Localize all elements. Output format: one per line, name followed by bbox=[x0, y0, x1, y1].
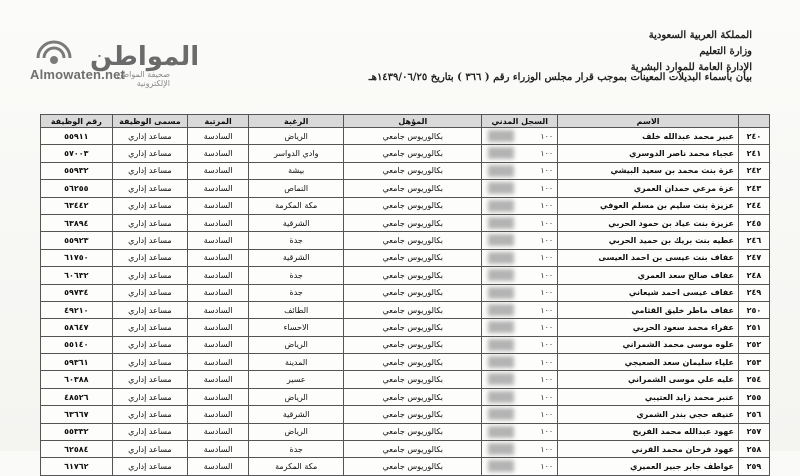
grade-cell: السادسة bbox=[188, 319, 249, 336]
civil-record-cell: ١٠٠ bbox=[482, 197, 558, 214]
table-row bbox=[41, 441, 770, 458]
grade-cell: السادسة bbox=[188, 267, 249, 284]
redaction-blur bbox=[488, 165, 514, 177]
table-row bbox=[41, 336, 770, 353]
row-number-cell: ٢٥٥ bbox=[738, 388, 769, 405]
redaction-blur bbox=[488, 200, 514, 212]
preference-cell: الشرقية bbox=[249, 406, 344, 423]
table-row bbox=[41, 319, 770, 336]
civil-record-cell: ١٠٠ bbox=[482, 145, 558, 162]
job-number-cell: ٤٩٢١٠ bbox=[41, 301, 113, 318]
job-number-cell: ٦٣٨٩٤ bbox=[41, 214, 113, 231]
redaction-blur bbox=[488, 443, 514, 455]
grade-cell: السادسة bbox=[188, 301, 249, 318]
qualification-cell: بكالوريوس جامعي bbox=[344, 458, 482, 475]
job-title-cell: مساعد إداري bbox=[112, 301, 187, 318]
table-row bbox=[41, 423, 770, 440]
row-number-cell: ٢٤٤ bbox=[738, 197, 769, 214]
preference-cell: الرياض bbox=[249, 128, 344, 145]
row-number-cell: ٢٥٣ bbox=[738, 354, 769, 371]
preference-cell: مكة المكرمة bbox=[249, 458, 344, 475]
preference-cell: الشرقية bbox=[249, 214, 344, 231]
grade-cell: السادسة bbox=[188, 197, 249, 214]
job-title-cell: مساعد إداري bbox=[112, 319, 187, 336]
job-title-cell: مساعد إداري bbox=[112, 267, 187, 284]
preference-cell: عسير bbox=[249, 371, 344, 388]
table-row bbox=[41, 388, 770, 405]
civil-record-cell: ١٠٠ bbox=[482, 319, 558, 336]
employee-name-cell: عزيزة بنت سليم بن مسلم العوفي bbox=[558, 197, 739, 214]
qualification-cell: بكالوريوس جامعي bbox=[344, 388, 482, 405]
table-row bbox=[41, 128, 770, 145]
qualification-cell: بكالوريوس جامعي bbox=[344, 406, 482, 423]
employee-name-cell: عفاف بنت عيسى بن احمد العيسى bbox=[558, 249, 739, 266]
row-number-cell: ٢٤٢ bbox=[738, 162, 769, 179]
redaction-blur bbox=[488, 356, 514, 368]
job-number-cell: ٥٥١٤٠ bbox=[41, 336, 113, 353]
preference-cell: الاحساء bbox=[249, 319, 344, 336]
employee-name-cell: عفاف عيسى احمد شيعاني bbox=[558, 284, 739, 301]
civil-record-cell: ١٠٠ bbox=[482, 214, 558, 231]
job-number-cell: ٥٨٦٤٧ bbox=[41, 319, 113, 336]
header-num bbox=[738, 115, 769, 128]
grade-cell: السادسة bbox=[188, 371, 249, 388]
job-title-cell: مساعد إداري bbox=[112, 406, 187, 423]
table-row bbox=[41, 232, 770, 249]
job-title-cell: مساعد إداري bbox=[112, 180, 187, 197]
civil-record-cell: ١٠٠ bbox=[482, 301, 558, 318]
grade-cell: السادسة bbox=[188, 336, 249, 353]
job-title-cell: مساعد إداري bbox=[112, 388, 187, 405]
table-row bbox=[41, 284, 770, 301]
grade-cell: السادسة bbox=[188, 232, 249, 249]
preference-cell: جدة bbox=[249, 267, 344, 284]
job-title-cell: مساعد إداري bbox=[112, 214, 187, 231]
grade-cell: السادسة bbox=[188, 423, 249, 440]
table-row bbox=[41, 145, 770, 162]
row-number-cell: ٢٤٣ bbox=[738, 180, 769, 197]
redaction-blur bbox=[488, 269, 514, 281]
row-number-cell: ٢٥٨ bbox=[738, 441, 769, 458]
grade-cell: السادسة bbox=[188, 214, 249, 231]
job-number-cell: ٥٧٠٠٣ bbox=[41, 145, 113, 162]
table-row bbox=[41, 162, 770, 179]
grade-cell: السادسة bbox=[188, 284, 249, 301]
job-number-cell: ٦٠٦٣٢ bbox=[41, 267, 113, 284]
qualification-cell: بكالوريوس جامعي bbox=[344, 423, 482, 440]
table-header-row bbox=[41, 115, 770, 128]
civil-record-cell: ١٠٠ bbox=[482, 180, 558, 197]
row-number-cell: ٢٤١ bbox=[738, 145, 769, 162]
redaction-blur bbox=[488, 391, 514, 403]
civil-record-cell: ١٠٠ bbox=[482, 249, 558, 266]
civil-record-cell: ١٠٠ bbox=[482, 441, 558, 458]
civil-record-cell: ١٠٠ bbox=[482, 406, 558, 423]
appointees-table bbox=[40, 114, 770, 476]
employee-name-cell: عهود فرحان محمد القرني bbox=[558, 441, 739, 458]
job-number-cell: ٦١٧٦٢ bbox=[41, 458, 113, 475]
qualification-cell: بكالوريوس جامعي bbox=[344, 301, 482, 318]
job-title-cell: مساعد إداري bbox=[112, 249, 187, 266]
table-row bbox=[41, 371, 770, 388]
redaction-blur bbox=[488, 408, 514, 420]
logo-text: المواطن bbox=[90, 42, 200, 72]
header-qualification: المؤهل bbox=[344, 115, 482, 128]
table-row bbox=[41, 197, 770, 214]
qualification-cell: بكالوريوس جامعي bbox=[344, 284, 482, 301]
job-number-cell: ٥٥٩١١ bbox=[41, 128, 113, 145]
job-number-cell: ٦٣٤٤٢ bbox=[41, 197, 113, 214]
row-number-cell: ٢٤٨ bbox=[738, 267, 769, 284]
table-row bbox=[41, 180, 770, 197]
preference-cell: الرياض bbox=[249, 388, 344, 405]
job-title-cell: مساعد إداري bbox=[112, 197, 187, 214]
employee-name-cell: عنيفه حجي بندر الشمري bbox=[558, 406, 739, 423]
row-number-cell: ٢٥٢ bbox=[738, 336, 769, 353]
job-number-cell: ٦٢٥٨٤ bbox=[41, 441, 113, 458]
job-title-cell: مساعد إداري bbox=[112, 441, 187, 458]
preference-cell: بيشة bbox=[249, 162, 344, 179]
grade-cell: السادسة bbox=[188, 162, 249, 179]
job-title-cell: مساعد إداري bbox=[112, 145, 187, 162]
civil-record-cell: ١٠٠ bbox=[482, 284, 558, 301]
preference-cell: المدينة bbox=[249, 354, 344, 371]
grade-cell: السادسة bbox=[188, 406, 249, 423]
redaction-blur bbox=[488, 252, 514, 264]
job-title-cell: مساعد إداري bbox=[112, 354, 187, 371]
header-line-kingdom: المملكة العربية السعودية bbox=[648, 30, 752, 41]
header-job-number: رقم الوظيفة bbox=[41, 115, 113, 128]
qualification-cell: بكالوريوس جامعي bbox=[344, 180, 482, 197]
table-row bbox=[41, 301, 770, 318]
preference-cell: جدة bbox=[249, 441, 344, 458]
qualification-cell: بكالوريوس جامعي bbox=[344, 336, 482, 353]
header-line-department: الإدارة العامة للموارد البشرية bbox=[630, 62, 752, 73]
table-body bbox=[41, 128, 770, 476]
row-number-cell: ٢٥١ bbox=[738, 319, 769, 336]
job-number-cell: ٥٥٩٣٢ bbox=[41, 162, 113, 179]
qualification-cell: بكالوريوس جامعي bbox=[344, 267, 482, 284]
row-number-cell: ٢٥٩ bbox=[738, 458, 769, 475]
redaction-blur bbox=[488, 339, 514, 351]
employee-name-cell: عفاف صالح سعد العمري bbox=[558, 267, 739, 284]
job-title-cell: مساعد إداري bbox=[112, 284, 187, 301]
row-number-cell: ٢٤٦ bbox=[738, 232, 769, 249]
job-number-cell: ٥٥٣٣٢ bbox=[41, 423, 113, 440]
row-number-cell: ٢٤٧ bbox=[738, 249, 769, 266]
row-number-cell: ٢٥٠ bbox=[738, 301, 769, 318]
job-number-cell: ٥٩٧٣٤ bbox=[41, 284, 113, 301]
employee-name-cell: علياء سليمان سعد الصعيجي bbox=[558, 354, 739, 371]
job-number-cell: ٥٥٩٢٣ bbox=[41, 232, 113, 249]
redaction-blur bbox=[488, 147, 514, 159]
grade-cell: السادسة bbox=[188, 458, 249, 475]
job-number-cell: ٦٠٣٨٨ bbox=[41, 371, 113, 388]
qualification-cell: بكالوريوس جامعي bbox=[344, 214, 482, 231]
qualification-cell: بكالوريوس جامعي bbox=[344, 319, 482, 336]
watermark-url: Almowaten.net bbox=[30, 67, 126, 82]
redaction-blur bbox=[488, 130, 514, 142]
job-number-cell: ٥٩٣٦١ bbox=[41, 354, 113, 371]
grade-cell: السادسة bbox=[188, 249, 249, 266]
qualification-cell: بكالوريوس جامعي bbox=[344, 371, 482, 388]
preference-cell: الرياض bbox=[249, 336, 344, 353]
employee-name-cell: عنبر محمد زايد العتيبي bbox=[558, 388, 739, 405]
row-number-cell: ٢٥٦ bbox=[738, 406, 769, 423]
document-subtitle: بيان بأسماء البديلات المعينات بموجب قرار مجلس الوزراء رقم ( ٣٦٦ ) بتاريخ ١٤٣٩/٠٦/٢٥هـ bbox=[368, 72, 752, 83]
qualification-cell: بكالوريوس جامعي bbox=[344, 197, 482, 214]
job-title-cell: مساعد إداري bbox=[112, 128, 187, 145]
job-number-cell: ٤٨٥٢٦ bbox=[41, 388, 113, 405]
header-line-ministry: وزارة التعليم bbox=[699, 46, 752, 57]
employee-name-cell: عليه علي موسى الشمراني bbox=[558, 371, 739, 388]
row-number-cell: ٢٤٠ bbox=[738, 128, 769, 145]
job-title-cell: مساعد إداري bbox=[112, 232, 187, 249]
qualification-cell: بكالوريوس جامعي bbox=[344, 354, 482, 371]
grade-cell: السادسة bbox=[188, 180, 249, 197]
civil-record-cell: ١٠٠ bbox=[482, 162, 558, 179]
job-title-cell: مساعد إداري bbox=[112, 423, 187, 440]
redaction-blur bbox=[488, 373, 514, 385]
civil-record-cell: ١٠٠ bbox=[482, 354, 558, 371]
redaction-blur bbox=[488, 182, 514, 194]
grade-cell: السادسة bbox=[188, 354, 249, 371]
employee-name-cell: عواطف جابر جبير العميري bbox=[558, 458, 739, 475]
civil-record-cell: ١٠٠ bbox=[482, 128, 558, 145]
table-row bbox=[41, 406, 770, 423]
preference-cell: مكة المكرمة bbox=[249, 197, 344, 214]
row-number-cell: ٢٤٥ bbox=[738, 214, 769, 231]
employee-name-cell: عبير محمد عبدالله خلف bbox=[558, 128, 739, 145]
civil-record-cell: ١٠٠ bbox=[482, 232, 558, 249]
grade-cell: السادسة bbox=[188, 388, 249, 405]
table-row bbox=[41, 354, 770, 371]
civil-record-cell: ١٠٠ bbox=[482, 388, 558, 405]
redaction-blur bbox=[488, 234, 514, 246]
signal-waves-icon bbox=[32, 36, 76, 70]
employee-name-cell: عزيزة بنت عياد بن حمود الحربي bbox=[558, 214, 739, 231]
employee-name-cell: عهود عبدالله محمد الفريح bbox=[558, 423, 739, 440]
qualification-cell: بكالوريوس جامعي bbox=[344, 441, 482, 458]
header-preference: الرغبة bbox=[249, 115, 344, 128]
employee-name-cell: عجباء محمد ناصر الدوسري bbox=[558, 145, 739, 162]
header-name: الاسم bbox=[558, 115, 739, 128]
employee-name-cell: علوه موسى محمد الشمراني bbox=[558, 336, 739, 353]
civil-record-cell: ١٠٠ bbox=[482, 458, 558, 475]
job-title-cell: مساعد إداري bbox=[112, 371, 187, 388]
qualification-cell: بكالوريوس جامعي bbox=[344, 145, 482, 162]
job-number-cell: ٦٣٦٦٧ bbox=[41, 406, 113, 423]
qualification-cell: بكالوريوس جامعي bbox=[344, 162, 482, 179]
preference-cell: جدة bbox=[249, 232, 344, 249]
preference-cell: الطائف bbox=[249, 301, 344, 318]
table-row bbox=[41, 458, 770, 475]
table-row bbox=[41, 249, 770, 266]
header-id: السجل المدني bbox=[482, 115, 558, 128]
grade-cell: السادسة bbox=[188, 128, 249, 145]
civil-record-cell: ١٠٠ bbox=[482, 423, 558, 440]
qualification-cell: بكالوريوس جامعي bbox=[344, 128, 482, 145]
job-number-cell: ٦١٧٥٠ bbox=[41, 249, 113, 266]
civil-record-cell: ١٠٠ bbox=[482, 267, 558, 284]
document-header bbox=[631, 28, 752, 76]
employee-name-cell: عفاف ماطر خليق القثامي bbox=[558, 301, 739, 318]
job-number-cell: ٥٦٢٥٥ bbox=[41, 180, 113, 197]
table-row bbox=[41, 214, 770, 231]
redaction-blur bbox=[488, 217, 514, 229]
redaction-blur bbox=[488, 304, 514, 316]
civil-record-cell: ١٠٠ bbox=[482, 371, 558, 388]
redaction-blur bbox=[488, 287, 514, 299]
row-number-cell: ٢٥٧ bbox=[738, 423, 769, 440]
table-row bbox=[41, 267, 770, 284]
employee-name-cell: عزة مرعي حمدان العمري bbox=[558, 180, 739, 197]
employee-name-cell: عطيه بنت بريك بن حميد الحربي bbox=[558, 232, 739, 249]
employee-name-cell: عفراء محمد سعود الحربي bbox=[558, 319, 739, 336]
preference-cell: الشرقية bbox=[249, 249, 344, 266]
redaction-blur bbox=[488, 426, 514, 438]
job-title-cell: مساعد إداري bbox=[112, 162, 187, 179]
redaction-blur bbox=[488, 460, 514, 472]
qualification-cell: بكالوريوس جامعي bbox=[344, 249, 482, 266]
header-job-title: مسمى الوظيفة bbox=[112, 115, 187, 128]
redaction-blur bbox=[488, 321, 514, 333]
row-number-cell: ٢٤٩ bbox=[738, 284, 769, 301]
job-title-cell: مساعد إداري bbox=[112, 336, 187, 353]
job-title-cell: مساعد إداري bbox=[112, 458, 187, 475]
preference-cell: النماص bbox=[249, 180, 344, 197]
qualification-cell: بكالوريوس جامعي bbox=[344, 232, 482, 249]
preference-cell: الرياض bbox=[249, 423, 344, 440]
preference-cell: جدة bbox=[249, 284, 344, 301]
grade-cell: السادسة bbox=[188, 145, 249, 162]
grade-cell: السادسة bbox=[188, 441, 249, 458]
row-number-cell: ٢٥٤ bbox=[738, 371, 769, 388]
header-grade: المرتبة bbox=[188, 115, 249, 128]
civil-record-cell: ١٠٠ bbox=[482, 336, 558, 353]
employee-name-cell: عزة بنت محمد بن سعيد البيشي bbox=[558, 162, 739, 179]
preference-cell: وادي الدواسر bbox=[249, 145, 344, 162]
logo-subtext: صحيفة المواطن الإلكترونية bbox=[116, 70, 170, 88]
